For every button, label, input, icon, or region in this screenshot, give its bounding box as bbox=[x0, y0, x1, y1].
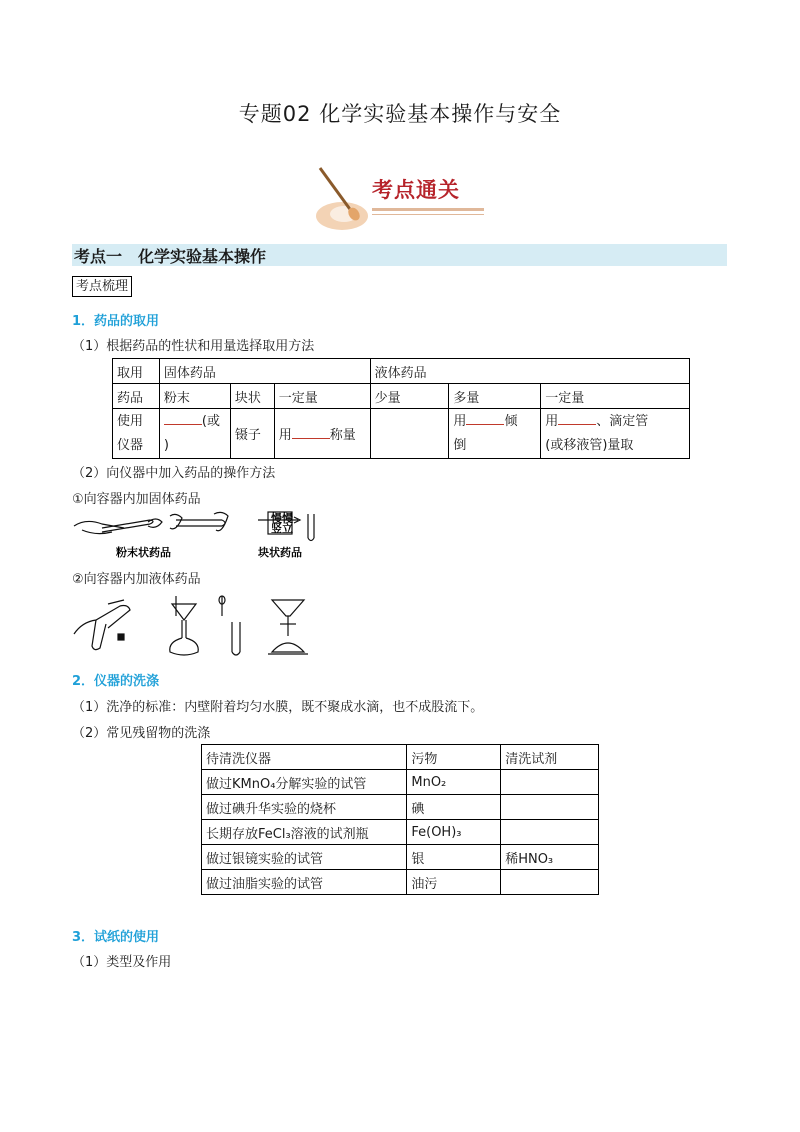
banner-divider-thin bbox=[372, 214, 484, 215]
fill-blank[interactable] bbox=[164, 412, 202, 425]
table-row bbox=[202, 820, 599, 845]
table-cell: 做过油脂实验的试管 bbox=[202, 870, 407, 895]
paragraph: （1）类型及作用 bbox=[72, 955, 172, 970]
table-cell-text: 仪器 bbox=[117, 437, 144, 453]
table-header: 清洗试剂 bbox=[501, 745, 599, 770]
table-cell bbox=[501, 795, 599, 820]
table-row bbox=[202, 845, 599, 870]
table-cell: 稀HNO₃ bbox=[501, 845, 599, 870]
paragraph: （1）根据药品的性状和用量选择取用方法 bbox=[72, 339, 315, 354]
table-cell-text: 用 bbox=[278, 428, 292, 443]
table-cell: 油污 bbox=[407, 870, 501, 895]
table-cell: 少量 bbox=[370, 384, 449, 409]
table-cell-text: 使用 bbox=[117, 413, 144, 429]
table-header-solid: 固体药品 bbox=[159, 359, 370, 384]
table-cell-text: 倒 bbox=[453, 437, 467, 453]
table-cell: 粉末 bbox=[159, 384, 230, 409]
table-row bbox=[202, 870, 599, 895]
paragraph: （1）洗净的标准：内壁附着均匀水膜，既不聚成水滴，也不成股流下。 bbox=[72, 700, 484, 715]
table-row bbox=[202, 770, 599, 795]
table-cell-text: (或 bbox=[201, 413, 220, 429]
table-cell: 一定量 bbox=[274, 384, 370, 409]
paragraph: ①向容器内加固体药品 bbox=[72, 492, 201, 507]
paragraph: ②向容器内加液体药品 bbox=[72, 572, 201, 587]
palette-brush-icon bbox=[310, 166, 370, 236]
liquid-drug-illustration bbox=[72, 594, 332, 660]
table-cell: 长期存放FeCl₃溶液的试剂瓶 bbox=[202, 820, 407, 845]
washing-table bbox=[201, 744, 599, 895]
table-header-liquid: 液体药品 bbox=[370, 359, 689, 384]
banner-text: 考点通关 bbox=[372, 178, 460, 202]
table-cell: 做过碘升华实验的烧杯 bbox=[202, 795, 407, 820]
section-title: 化学实验基本操作 bbox=[138, 247, 267, 266]
table-cell-text: (或移液管)量取 bbox=[545, 437, 634, 453]
table-cell: 块状 bbox=[230, 384, 274, 409]
table-cell: Fe(OH)₃ bbox=[407, 820, 501, 845]
table-cell bbox=[501, 770, 599, 795]
tag-shuli: 竖立 bbox=[271, 522, 293, 535]
table-cell: 镊子 bbox=[230, 409, 274, 459]
table-cell: 药品 bbox=[113, 384, 160, 409]
table-cell: 碘 bbox=[407, 795, 501, 820]
table-cell-text: 称量 bbox=[329, 428, 356, 443]
label-powder: 粉末状药品 bbox=[116, 546, 171, 559]
drug-taking-table bbox=[112, 358, 690, 459]
table-header: 待清洗仪器 bbox=[202, 745, 407, 770]
table-cell: 多量 bbox=[449, 384, 541, 409]
fill-blank[interactable] bbox=[292, 426, 330, 439]
table-cell: 取用 bbox=[113, 359, 160, 384]
banner-divider bbox=[372, 208, 484, 211]
section-label: 考点一 bbox=[74, 247, 123, 266]
kaodian-banner bbox=[310, 166, 490, 238]
table-cell: 做过银镜实验的试管 bbox=[202, 845, 407, 870]
heading-drug-taking: 1．药品的取用 bbox=[72, 314, 160, 329]
table-header: 污物 bbox=[407, 745, 501, 770]
table-cell-text: ) bbox=[163, 437, 169, 453]
table-row bbox=[202, 795, 599, 820]
boxed-label: 考点梳理 bbox=[72, 276, 132, 297]
solid-drug-illustration bbox=[72, 510, 332, 560]
table-cell bbox=[501, 820, 599, 845]
table-cell-empty bbox=[370, 409, 449, 459]
table-cell: 做过KMnO₄分解实验的试管 bbox=[202, 770, 407, 795]
heading-test-paper: 3．试纸的使用 bbox=[72, 930, 160, 945]
paragraph: （2）向仪器中加入药品的操作方法 bbox=[72, 466, 276, 481]
table-cell-text: 用 bbox=[545, 413, 559, 429]
paragraph: （2）常见残留物的洗涤 bbox=[72, 726, 211, 741]
table-cell: MnO₂ bbox=[407, 770, 501, 795]
table-cell-text: 用 bbox=[453, 413, 467, 429]
document-title: 专题02 化学实验基本操作与安全 bbox=[238, 102, 562, 126]
table-cell-text: 倾 bbox=[504, 413, 518, 429]
table-cell: 一定量 bbox=[541, 384, 690, 409]
label-block: 块状药品 bbox=[258, 546, 302, 559]
fill-blank[interactable] bbox=[466, 412, 504, 425]
section-header bbox=[72, 244, 727, 266]
tag-manman: 慢慢 bbox=[271, 512, 293, 525]
fill-blank[interactable] bbox=[558, 412, 596, 425]
table-cell: 银 bbox=[407, 845, 501, 870]
table-cell-text: 、滴定管 bbox=[596, 413, 649, 429]
table-cell bbox=[501, 870, 599, 895]
heading-washing: 2．仪器的洗涤 bbox=[72, 674, 160, 689]
